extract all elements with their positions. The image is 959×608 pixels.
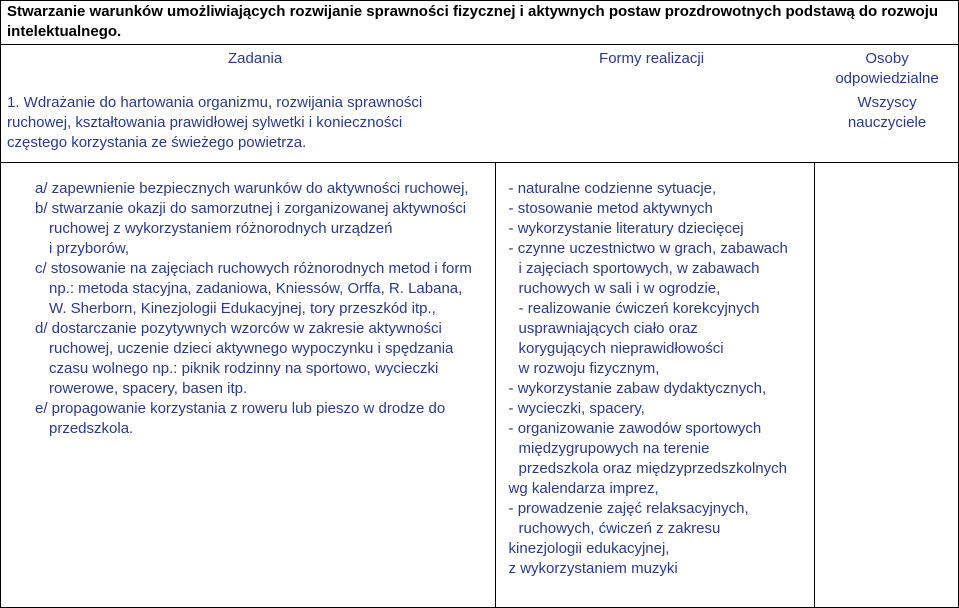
form-line: - wykorzystanie zabaw dydaktycznych,	[508, 380, 767, 397]
form-line: i zajęciach sportowych, w zabawach	[518, 260, 760, 277]
subtasks-cell	[1, 163, 496, 608]
header-responsible	[814, 49, 959, 89]
subtask-line: i przyborów,	[49, 240, 130, 257]
subtask-line: przedszkola.	[49, 420, 134, 437]
task-1-line: ruchowej, kształtowania prawidłowej sylwetki i konieczności	[7, 114, 403, 131]
responsible-persons	[814, 93, 959, 133]
subtask-line: ruchowej z wykorzystaniem różnorodnych urządzeń	[49, 220, 393, 237]
form-line: wg kalendarza imprez,	[508, 480, 659, 497]
section-title: Stwarzanie warunków umożliwiających rozwijanie sprawności fizycznej i aktywnych postaw prozdrowotnych podstawą do rozwoju intelektualnego.	[1, 1, 959, 45]
subtask-list	[35, 179, 491, 439]
responsible-line: Wszyscy	[857, 94, 917, 111]
header-forms: Formy realizacji	[599, 50, 705, 67]
form-line: ruchowych w sali i w ogrodzie,	[518, 280, 721, 297]
task-1-line: częstego korzystania ze świeżego powietrza.	[7, 134, 307, 151]
subtask-line: b/ stwarzanie okazji do samorzutnej i zorganizowanej aktywności	[35, 200, 467, 217]
form-line: - czynne uczestnictwo w grach, zabawach	[508, 240, 788, 257]
subtask-line: np.: metoda stacyjna, zadaniowa, Kniessów, Orffa, R. Labana,	[49, 280, 463, 297]
task-cell	[1, 45, 496, 163]
header-tasks: Zadania	[228, 50, 283, 67]
subtask-line: ruchowej, uczenie dzieci aktywnego wypoczynku i spędzania	[49, 340, 454, 357]
form-line: kinezjologii edukacyjnej,	[508, 540, 670, 557]
responsible-empty-cell	[814, 163, 958, 608]
form-line: z wykorzystaniem muzyki	[508, 560, 678, 577]
subtask-line: e/ propagowanie korzystania z roweru lub pieszo w drodze do	[35, 400, 446, 417]
form-line: w rozwoju fizycznym,	[518, 360, 660, 377]
subtask-line: c/ stosowanie na zajęciach ruchowych różnorodnych metod i form	[35, 260, 472, 277]
form-line: przedszkola oraz międzyprzedszkolnych	[518, 460, 787, 477]
header-responsible-line: Osoby	[865, 50, 909, 67]
form-line: korygujących nieprawidłowości	[518, 340, 724, 357]
form-line: - prowadzenie zajęć relaksacyjnych,	[508, 500, 749, 517]
forms-list	[509, 179, 812, 579]
task-1	[7, 93, 487, 153]
header-task-row	[1, 45, 959, 163]
subtask-line: a/ zapewnienie bezpiecznych warunków do aktywności ruchowej,	[35, 180, 469, 197]
content-row	[1, 163, 959, 608]
title-row	[1, 1, 959, 45]
subtask-line: d/ dostarczanie pozytywnych wzorców w zakresie aktywności	[35, 320, 442, 337]
form-line: - realizowanie ćwiczeń korekcyjnych	[518, 300, 760, 317]
task-1-line: 1. Wdrażanie do hartowania organizmu, rozwijania sprawności	[7, 94, 423, 111]
form-header-cell	[495, 45, 814, 163]
subtask-line: W. Sherborn, Kinezjologii Edukacyjnej, tory przeszkód itp.,	[49, 300, 436, 317]
form-line: - stosowanie metod aktywnych	[508, 200, 713, 217]
form-line: usprawniających ciało oraz	[518, 320, 698, 337]
form-line: ruchowych, ćwiczeń z zakresu	[518, 520, 721, 537]
subtask-line: rowerowe, spacery, basen itp.	[49, 380, 248, 397]
form-line: - naturalne codzienne sytuacje,	[508, 180, 717, 197]
subtask-line: czasu wolnego np.: piknik rodzinny na sportowo, wycieczki	[49, 360, 439, 377]
form-line: - organizowanie zawodów sportowych	[508, 420, 762, 437]
forms-cell	[495, 163, 814, 608]
header-responsible-line: odpowiedzialne	[835, 70, 939, 87]
form-line: - wycieczki, spacery,	[508, 400, 645, 417]
form-line: międzygrupowych na terenie	[518, 440, 710, 457]
form-line: - wykorzystanie literatury dziecięcej	[508, 220, 744, 237]
responsible-cell	[814, 45, 958, 163]
responsible-line: nauczyciele	[847, 114, 927, 131]
